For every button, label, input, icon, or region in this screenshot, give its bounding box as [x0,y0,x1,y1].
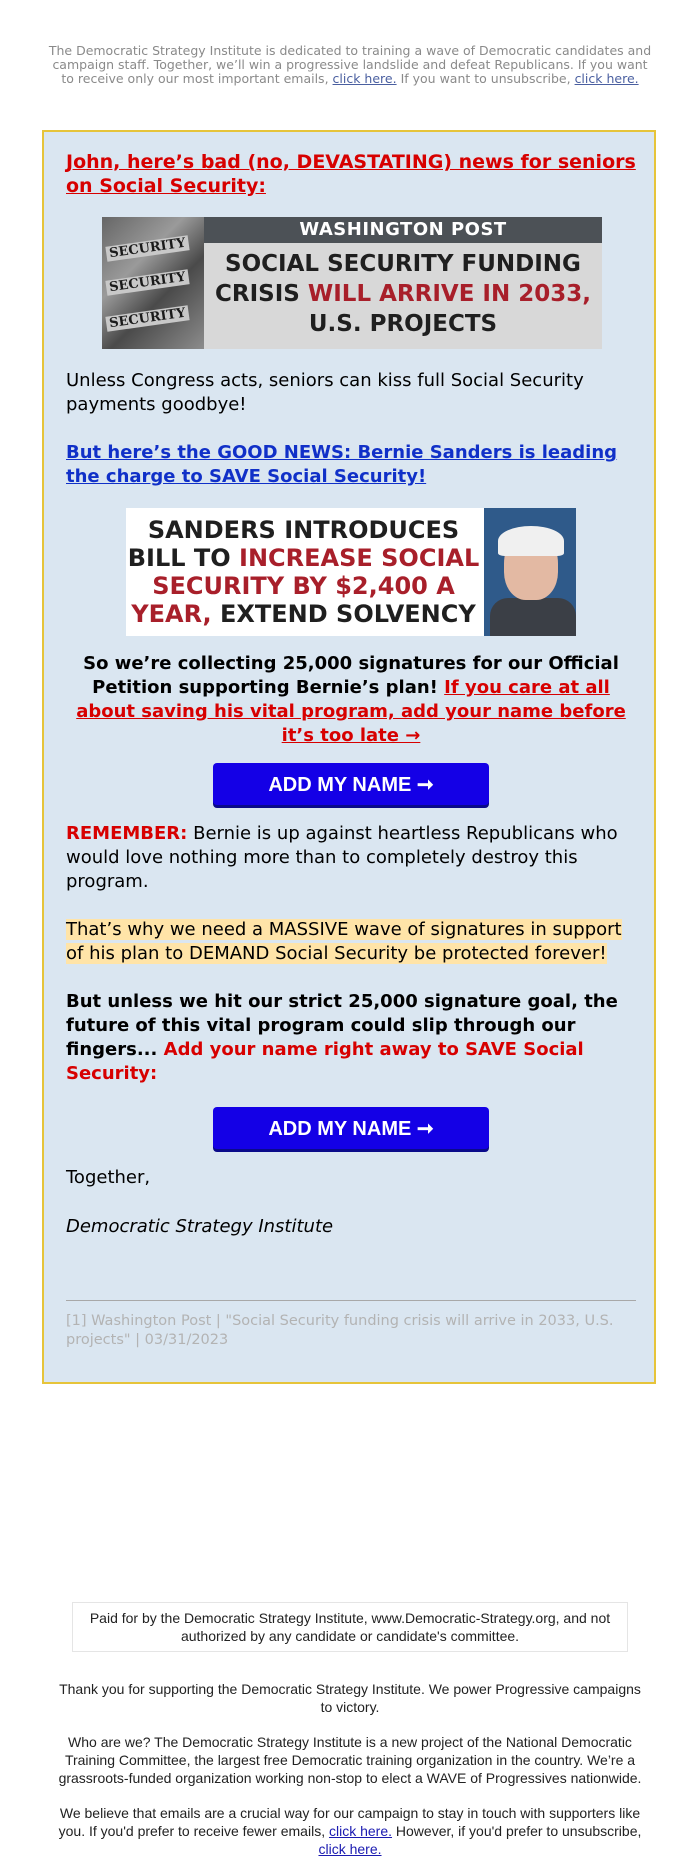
banner2-line-4-black: EXTEND SOLVENCY [220,600,476,628]
photo-hair [498,526,564,556]
banner-headline [204,249,602,339]
card-text-2: SECURITY [105,269,189,295]
social-security-cards-image [102,217,204,349]
footnote: [1] Washington Post | "Social Security funding crisis will arrive in 2033, U.S. projects" | 03/31/2023 [66,1313,614,1348]
banner-line-2-black: CRISIS [215,281,300,307]
footer-emails [54,1804,646,1858]
footer-unsubscribe-link[interactable]: click here. [318,1841,382,1857]
unless-text: But unless we hit our strict 25,000 signature goal, the future of this vital program could slip through our fingers... [66,991,618,1060]
bernie-sanders-photo [484,508,576,636]
sanders-bill-banner-image[interactable] [126,508,576,636]
banner2-line-4-red: YEAR, [131,600,212,628]
fewer-emails-link[interactable]: click here. [332,71,397,86]
card-text-1: SECURITY [105,235,189,261]
headline-link[interactable]: John, here’s bad (no, DEVASTATING) news for seniors on Social Security: [66,151,636,197]
card-text-3: SECURITY [105,305,189,331]
massive-paragraph [66,918,636,966]
good-news-link[interactable]: But here’s the GOOD NEWS: Bernie Sanders is leading the charge to SAVE Social Security! [66,442,618,487]
footer-thanks: Thank you for supporting the Democratic Strategy Institute. We power Progressive campaigns to victory. [59,1681,641,1715]
footer-emails-text: We believe that emails are a crucial way for our campaign to stay in touch with supporters like you. If you'd prefer to receive fewer emails, [58,1805,641,1839]
massive-highlight-text: That’s why we need a MASSIVE wave of signatures in support of his plan to DEMAND Social Security be protected forever! [66,919,622,964]
banner-line-2 [204,279,602,309]
banner2-line-3: SECURITY BY $2,400 A [152,572,455,600]
banner2-headline [126,516,481,628]
banner-line-3: U.S. PROJECTS [308,311,498,337]
unless-paragraph [66,990,636,1086]
petition-link[interactable]: If you care at all about saving his vital program, add your name before it’s too late → [76,677,626,746]
unsubscribe-link[interactable]: click here. [574,71,639,86]
photo-coat [490,598,576,636]
banner-line-1: SOCIAL SECURITY FUNDING [225,251,581,277]
washington-post-banner-image[interactable] [102,217,602,349]
divider [66,1300,636,1301]
remember-label: REMEMBER: [66,823,188,844]
banner2-line-2-black: BILL TO [127,544,231,572]
unless-red-text: Add your name right away to SAVE Social Security: [66,1039,584,1084]
paid-for-disclaimer: Paid for by the Democratic Strategy Institute, www.Democratic-Strategy.org, and not authorized by any candidate or candidate's committee. [72,1602,628,1652]
petition-paragraph [66,652,636,748]
signature: Democratic Strategy Institute [66,1216,334,1237]
footer-who: Who are we? The Democratic Strategy Institute is a new project of the National Democratic Training Committee, the largest free Democratic training organization in the country. We’re a grassroots-funded organization working non-stop to elect a WAVE of Progressives nationwide. [58,1734,642,1786]
email-card [42,130,656,1384]
add-my-name-button[interactable]: ADD MY NAME ➞ [213,763,489,805]
banner-line-2-red: WILL ARRIVE IN 2033, [307,281,591,307]
banner2-line-2-red: INCREASE SOCIAL [239,544,480,572]
preheader [48,44,652,86]
preheader-text-middle: If you want to unsubscribe, [400,71,571,86]
banner2-line-1: SANDERS INTRODUCES [147,516,460,544]
paragraph-congress: Unless Congress acts, seniors can kiss full Social Security payments goodbye! [66,370,584,415]
banner-source: WASHINGTON POST [204,217,602,243]
petition-text: So we’re collecting 25,000 signatures for our Official Petition supporting Bernie’s plan! [83,653,619,698]
remember-paragraph [66,822,636,894]
add-my-name-button-2[interactable]: ADD MY NAME ➞ [213,1107,489,1149]
banner2-line-4 [126,600,481,628]
remember-text: Bernie is up against heartless Republicans who would love nothing more than to completely destroy this program. [66,823,618,892]
banner2-line-2 [126,544,481,572]
footer-fewer-emails-link[interactable]: click here. [328,1823,393,1839]
footer-emails-middle: However, if you'd prefer to unsubscribe, [395,1823,642,1839]
preheader-text: The Democratic Strategy Institute is dedicated to training a wave of Democratic candidates and campaign staff. Together, we’ll win a progressive landslide and defeat Republicans. If you want to receive only our most important emails, [48,43,652,86]
closing: Together, [66,1167,151,1188]
